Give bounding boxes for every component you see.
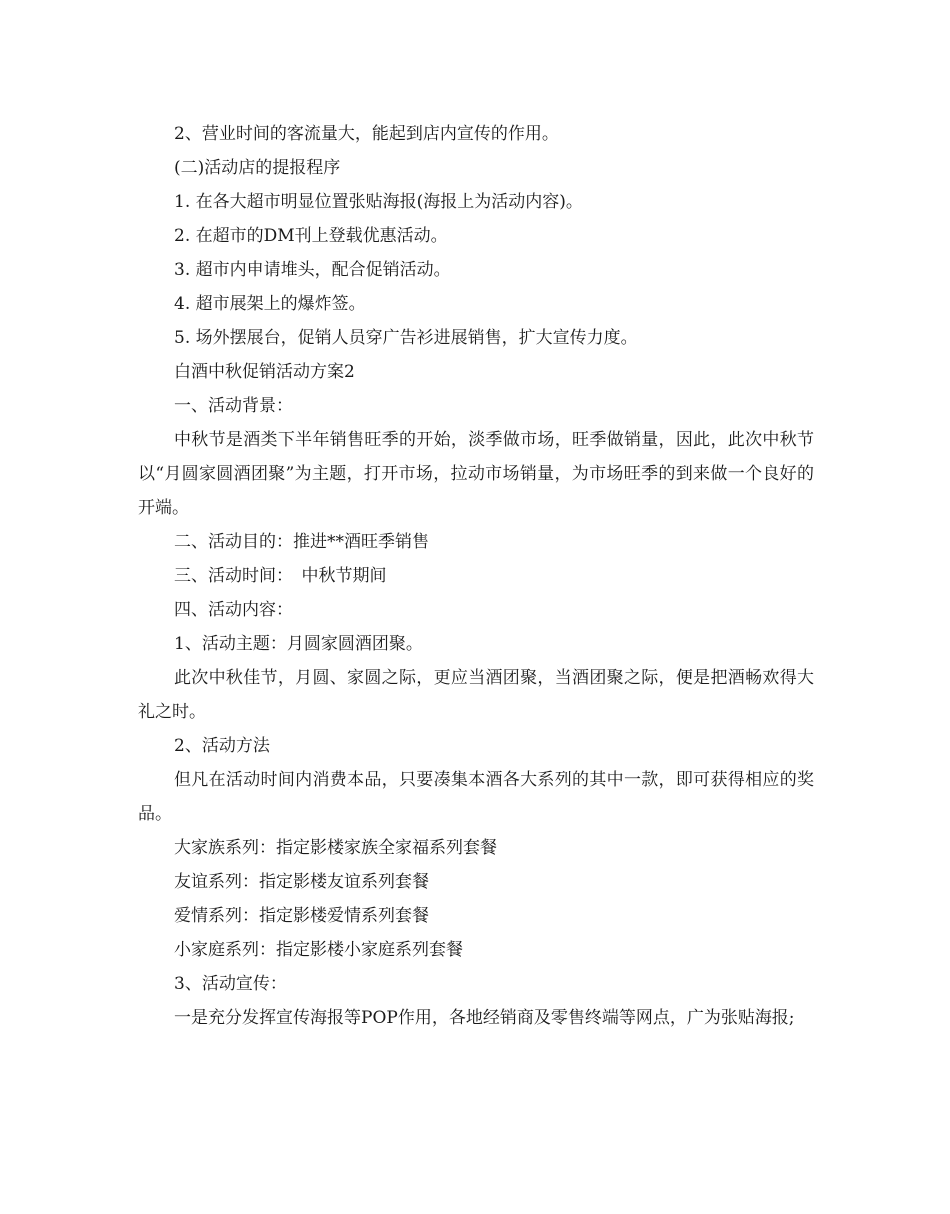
subsection-heading: 2、活动方法 bbox=[174, 736, 270, 756]
body-paragraph: 中秋节是酒类下半年销售旺季的开始，淡季做市场，旺季做销量，因此，此次中秋节以“月圆家圆酒团聚”为主题，打开市场，拉动市场销量，为市场旺季的到来做一个良好的开端。 bbox=[138, 430, 814, 518]
list-item: 4. 超市展架上的爆炸签。 bbox=[174, 294, 366, 314]
section-heading: 一、活动背景： bbox=[174, 396, 293, 416]
document-body bbox=[138, 117, 814, 1035]
section-heading: (二)活动店的提报程序 bbox=[174, 158, 341, 178]
body-paragraph: 此次中秋佳节，月圆、家圆之际，更应当酒团聚，当酒团聚之际，便是把酒畅欢得大礼之时。 bbox=[138, 668, 814, 722]
subsection-heading: 3、活动宣传： bbox=[174, 974, 287, 994]
list-item: 2. 在超市的DM刊上登载优惠活动。 bbox=[174, 226, 448, 246]
body-paragraph: 一是充分发挥宣传海报等POP作用，各地经销商及零售终端等网点，广为张贴海报; bbox=[174, 1008, 795, 1028]
prize-item: 友谊系列：指定影楼友谊系列套餐 bbox=[174, 872, 429, 892]
list-item: 5. 场外摆展台，促销人员穿广告衫进展销售，扩大宣传力度。 bbox=[174, 328, 638, 348]
list-item: 3. 超市内申请堆头，配合促销活动。 bbox=[174, 260, 451, 280]
list-item: 1. 在各大超市明显位置张贴海报(海报上为活动内容)。 bbox=[174, 192, 583, 212]
body-paragraph: 2、营业时间的客流量大，能起到店内宣传的作用。 bbox=[174, 124, 559, 144]
prize-item: 大家族系列：指定影楼家族全家福系列套餐 bbox=[174, 838, 497, 858]
prize-item: 爱情系列：指定影楼爱情系列套餐 bbox=[174, 906, 429, 926]
section-heading: 三、活动时间： 中秋节期间 bbox=[174, 566, 387, 586]
prize-item: 小家庭系列：指定影楼小家庭系列套餐 bbox=[174, 940, 463, 960]
section-heading: 四、活动内容： bbox=[174, 600, 293, 620]
document-title: 白酒中秋促销活动方案2 bbox=[174, 362, 355, 382]
body-paragraph: 但凡在活动时间内消费本品，只要凑集本酒各大系列的其中一款，即可获得相应的奖品。 bbox=[138, 770, 814, 824]
section-heading: 二、活动目的：推进**酒旺季销售 bbox=[174, 532, 429, 552]
subsection-heading: 1、活动主题：月圆家圆酒团聚。 bbox=[174, 634, 423, 654]
